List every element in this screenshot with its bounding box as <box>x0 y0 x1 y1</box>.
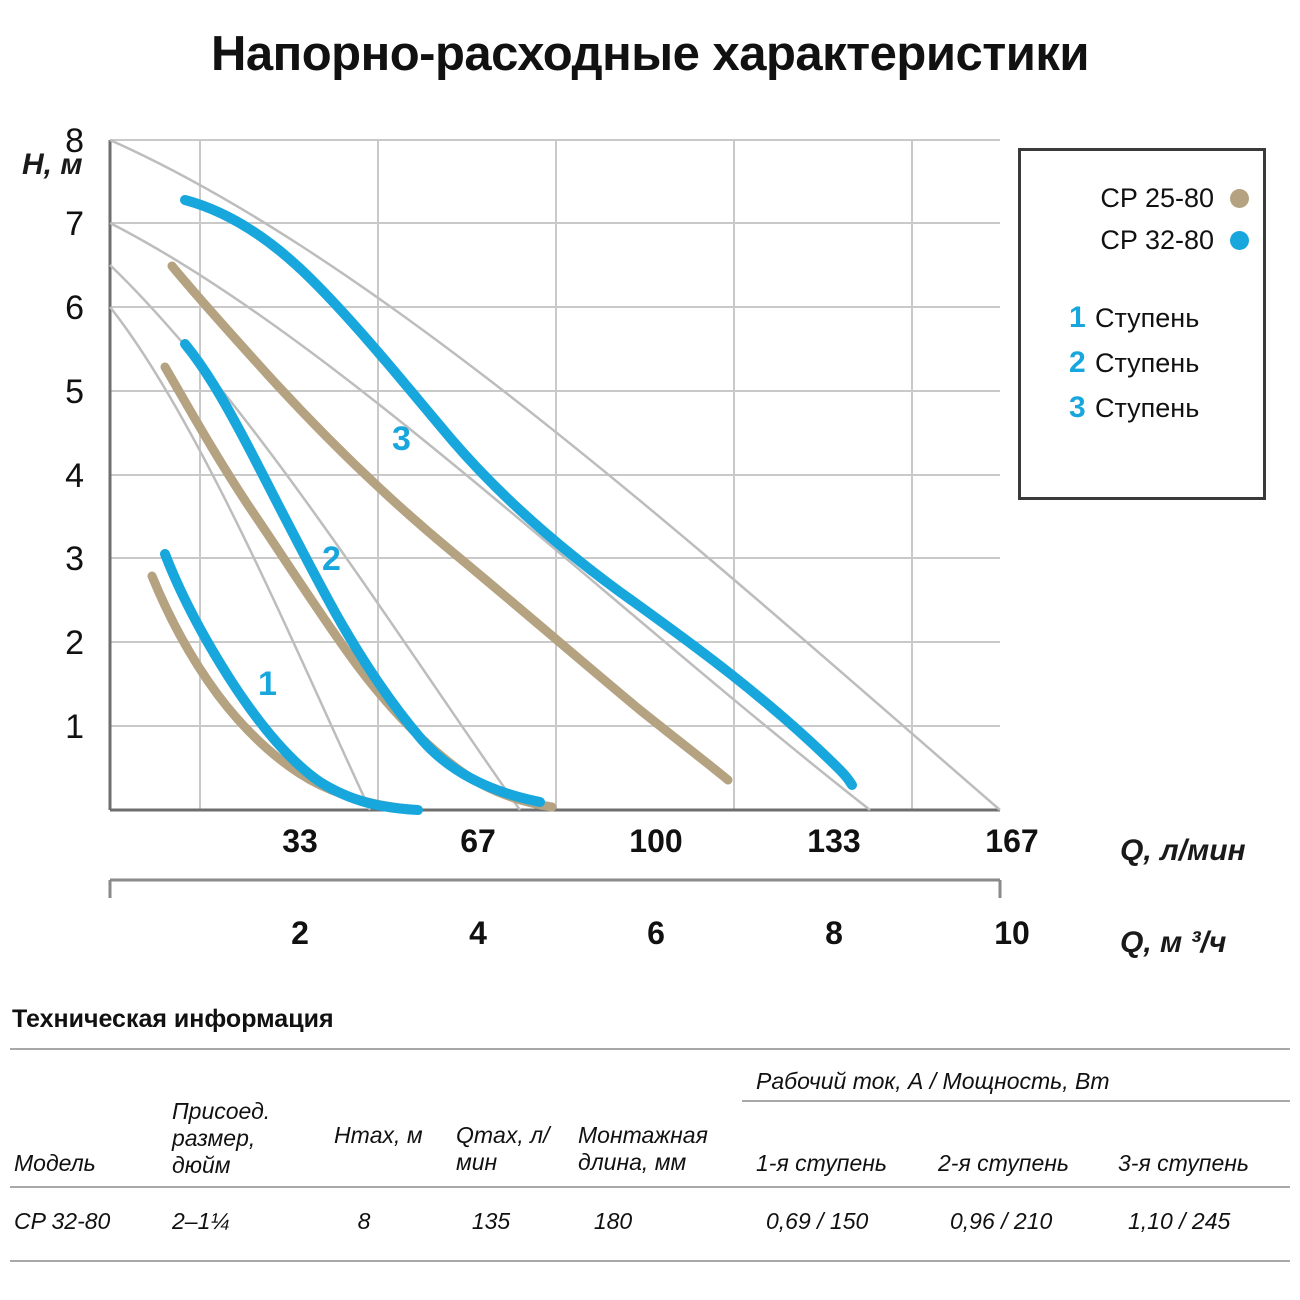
x-axis-ruler-lmin <box>110 880 1000 898</box>
tech-col-header-stage-1: 1-я ступень <box>756 1150 887 1176</box>
x-tick-m3h-4: 4 <box>469 915 487 951</box>
tech-cell-length: 180 <box>593 1208 633 1234</box>
legend-stage-1-number: 1 <box>1069 301 1086 334</box>
x-tick-lmin-133: 133 <box>807 823 861 859</box>
tech-cell-stage-3: 1,10 / 245 <box>1128 1208 1231 1234</box>
x-tick-lmin-167: 167 <box>985 823 1039 859</box>
y-tick-1: 1 <box>65 708 84 746</box>
tech-cell-stage-1: 0,69 / 150 <box>766 1208 869 1234</box>
tech-col-header-hmax: Hmax, м <box>334 1122 423 1148</box>
x-tick-lmin-67: 67 <box>460 823 496 859</box>
series-cp32-80 <box>165 200 852 810</box>
legend-stage-3 <box>1069 391 1263 436</box>
x-axis-label-m3h: Q, м ³/ч <box>1120 926 1227 959</box>
tech-cell-hmax: 8 <box>357 1208 371 1234</box>
tech-col-header-length: Монтажная длина, мм <box>578 1122 708 1176</box>
legend-item-cp25-80 <box>1021 177 1263 219</box>
series-cp25-80 <box>152 266 728 809</box>
tech-cell-size: 2–1¼ <box>172 1208 230 1234</box>
x-tick-m3h-6: 6 <box>647 915 665 951</box>
x-tick-lmin-33: 33 <box>282 823 318 859</box>
tech-col-header-size: Присоед. размер, дюйм <box>172 1098 271 1179</box>
page-title: Напорно-расходные характеристики <box>211 27 1089 81</box>
y-tick-5: 5 <box>65 373 84 411</box>
legend-stage-1-label: Ступень <box>1095 303 1200 333</box>
tech-table-rule-header <box>10 1186 1290 1188</box>
tech-col-header-qmax: Qmax, л/мин <box>456 1122 550 1176</box>
tech-info-heading: Техническая информация <box>12 1005 334 1033</box>
x-tick-lmin-100: 100 <box>629 823 683 859</box>
chart-legend <box>1018 148 1266 500</box>
legend-stages <box>1021 301 1263 436</box>
legend-label-cp25-80: CP 25-80 <box>1100 182 1214 213</box>
y-tick-3: 3 <box>65 540 84 578</box>
legend-stage-1 <box>1069 301 1263 346</box>
tech-col-header-stage-3: 3-я ступень <box>1118 1150 1249 1176</box>
y-tick-7: 7 <box>65 205 84 243</box>
tech-col-header-stage-2: 2-я ступень <box>938 1150 1069 1176</box>
legend-stage-2 <box>1069 346 1263 391</box>
chart-container <box>0 120 1300 980</box>
tech-col-header-model: Модель <box>14 1150 96 1176</box>
legend-stage-3-number: 3 <box>1069 391 1086 424</box>
tech-cell-model: CP 32-80 <box>14 1208 111 1234</box>
tech-table-rule-bottom <box>10 1260 1290 1262</box>
tech-cell-stage-2: 0,96 / 210 <box>950 1208 1053 1234</box>
legend-dot-icon-cp32-80 <box>1230 231 1249 250</box>
x-axis-label-lmin: Q, л/мин <box>1120 834 1246 867</box>
legend-stage-3-label: Ступень <box>1095 393 1200 423</box>
tech-table-rule-group <box>742 1100 1290 1102</box>
legend-item-cp32-80 <box>1021 219 1263 261</box>
tech-group-header: Рабочий ток, А / Мощность, Вт <box>756 1068 1110 1094</box>
curve-annotation-1: 1 <box>258 665 277 703</box>
y-axis-label: H, м <box>22 148 83 181</box>
x-tick-m3h-10: 10 <box>994 915 1030 951</box>
curve-annotation-3: 3 <box>392 420 411 458</box>
tech-cell-qmax: 135 <box>471 1208 511 1234</box>
y-tick-6: 6 <box>65 289 84 327</box>
y-tick-8: 8 <box>65 122 84 160</box>
y-tick-4: 4 <box>65 457 84 495</box>
legend-dot-icon-cp25-80 <box>1230 189 1249 208</box>
x-tick-m3h-2: 2 <box>291 915 309 951</box>
legend-stage-2-number: 2 <box>1069 346 1086 379</box>
y-tick-2: 2 <box>65 624 84 662</box>
chart-gridlines <box>110 140 1000 810</box>
curve-annotation-2: 2 <box>322 540 341 578</box>
series-cp32-80-stage3 <box>185 200 852 785</box>
tech-table-rule-top <box>10 1048 1290 1050</box>
x-tick-m3h-8: 8 <box>825 915 843 951</box>
legend-label-cp32-80: CP 32-80 <box>1100 224 1214 255</box>
legend-stage-2-label: Ступень <box>1095 348 1200 378</box>
